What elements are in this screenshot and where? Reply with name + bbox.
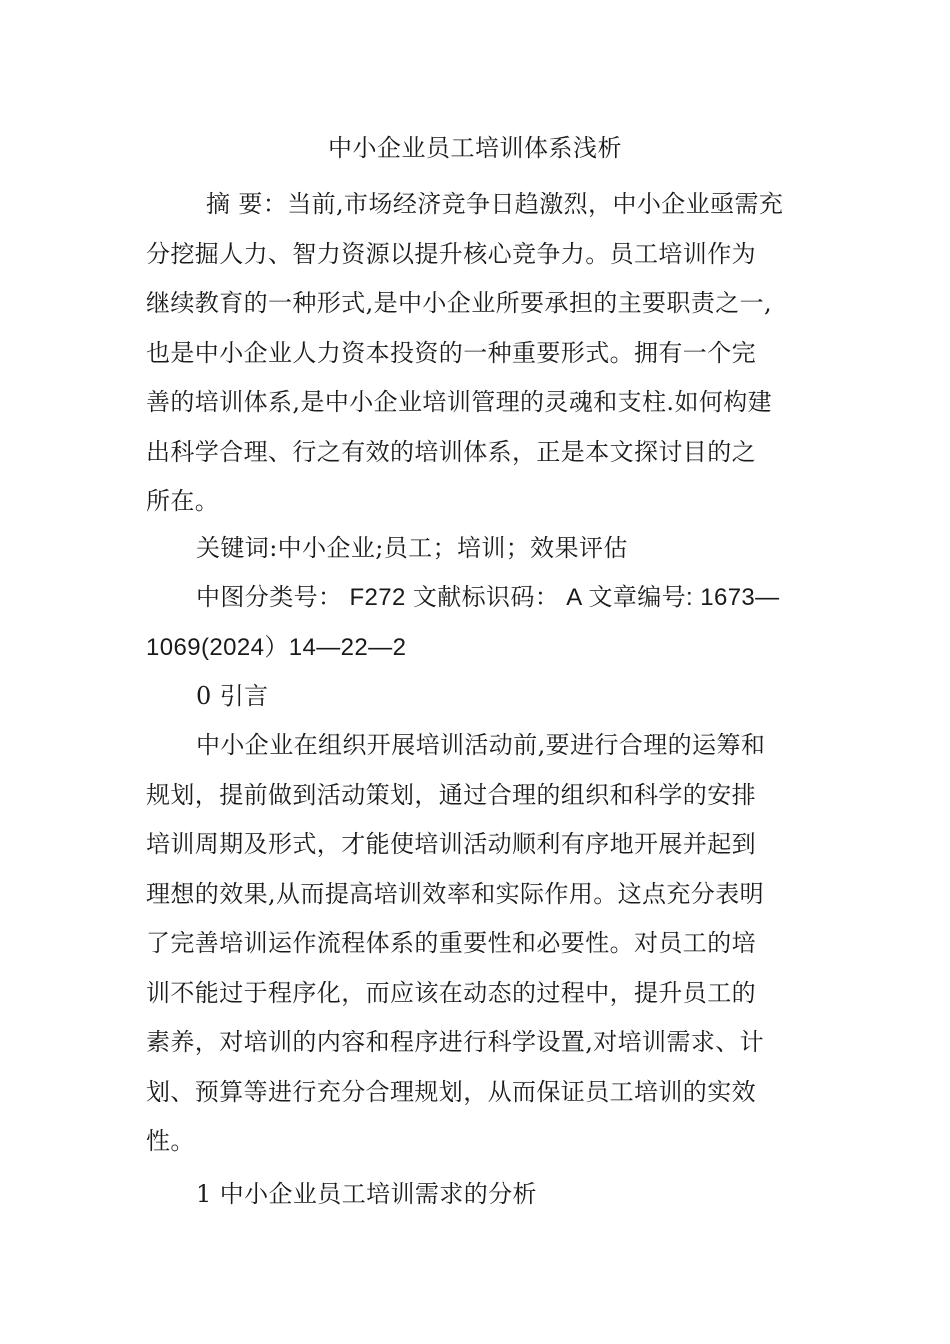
abstract-line: 分挖掘人力、智力资源以提升核心竞争力。员工培训作为 [146,239,756,268]
classification-line: 1069(2024）14—22—2 [146,633,407,661]
intro-line: 划、预算等进行充分合理规划，从而保证员工培训的实效 [146,1077,756,1106]
intro-line: 了完善培训运作流程体系的重要性和必要性。对员工的培 [146,929,756,957]
abstract-line: 所在。 [146,487,220,515]
abstract-line: 善的培训体系,是中小企业培训管理的灵魂和支柱.如何构建 [146,388,773,416]
abstract-line: 也是中小企业人力资本投资的一种重要形式。拥有一个完 [146,338,756,367]
keywords-line: 关键词:中小企业;员工；培训；效果评估 [196,534,628,562]
intro-paragraph [146,721,810,1167]
intro-line: 性。 [146,1127,195,1155]
intro-line: 理想的效果,从而提高培训效率和实际作用。这点充分表明 [146,879,765,908]
section-heading-1 [146,1170,810,1220]
classification-line: 中图分类号： F272 文献标识码： A 文章编号: 1673— [196,584,780,611]
section-heading-intro [146,672,810,722]
intro-line: 中小企业在组织开展培训活动前,要进行合理的运筹和 [196,731,766,759]
abstract-paragraph [146,180,810,527]
intro-line: 规划，提前做到活动策划，通过合理的组织和科学的安排 [146,780,756,809]
abstract-line: 继续教育的一种形式,是中小企业所要承担的主要职责之一, [146,289,773,317]
intro-line: 训不能过于程序化，而应该在动态的过程中，提升员工的 [146,978,756,1007]
classification-paragraph [146,573,810,672]
intro-line: 培训周期及形式，才能使培训活动顺利有序地开展并起到 [146,830,756,858]
abstract-line: 出科学合理、行之有效的培训体系，正是本文探讨目的之 [146,437,756,466]
intro-line: 素养，对培训的内容和程序进行科学设置,对培训需求、计 [146,1028,765,1056]
abstract-line: 摘 要：当前,市场经济竞争日趋激烈，中小企业亟需充 [206,190,784,218]
section-heading-line: 0 引言 [196,682,269,710]
section-heading-line: 1 中小企业员工培训需求的分析 [196,1180,537,1208]
keywords-paragraph [146,524,810,574]
document-title: 中小企业员工培训体系浅析 [328,134,622,162]
